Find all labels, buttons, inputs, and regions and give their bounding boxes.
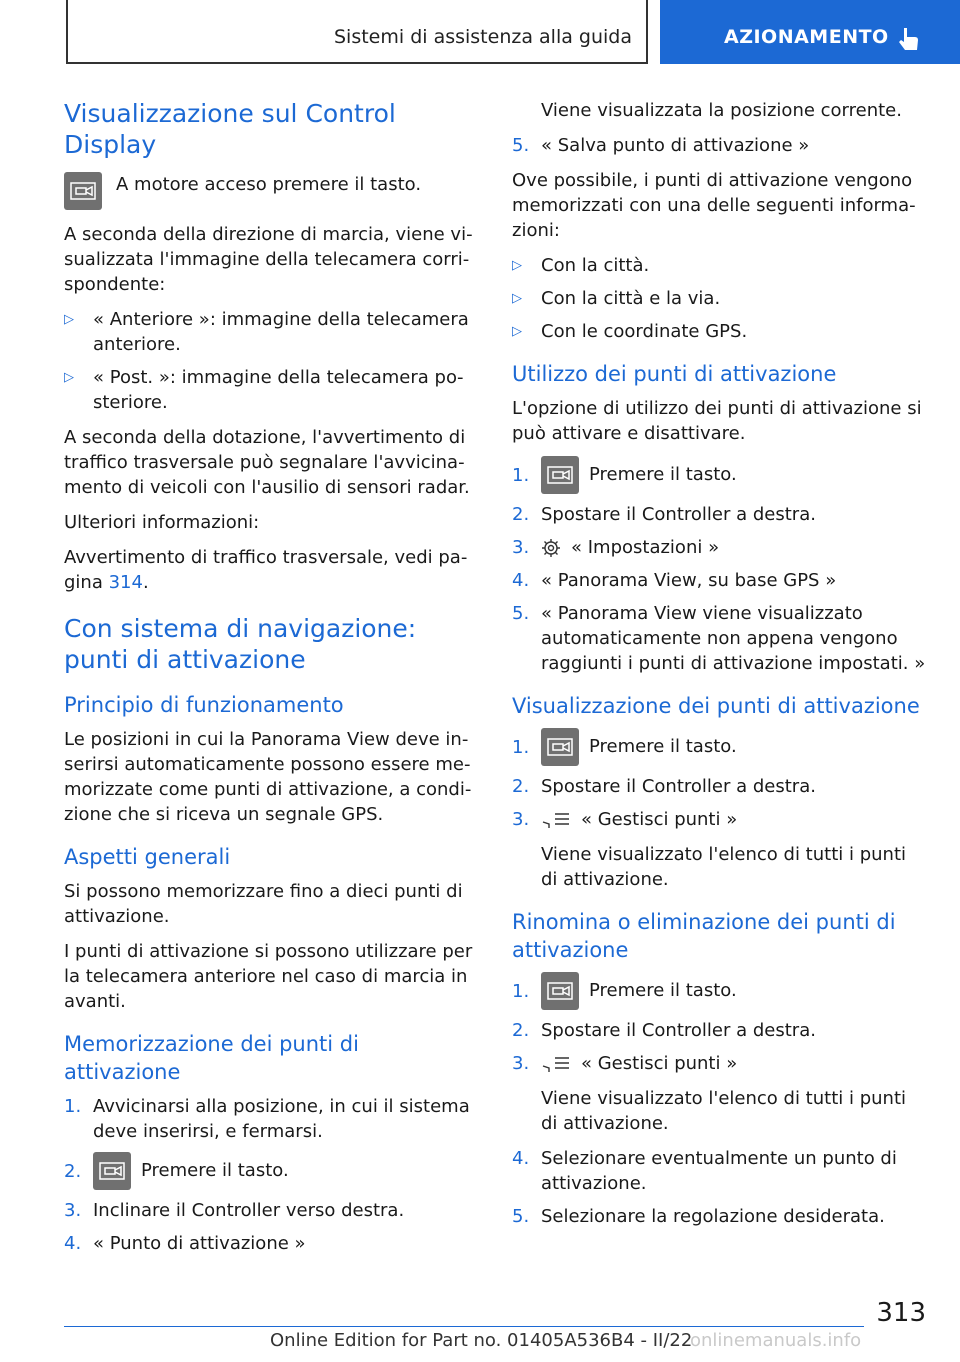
list-item: 3. Inclinare il Controller verso destra.: [64, 1200, 405, 1221]
rename-list-text: Viene visualizzato l'elenco di tutti i punti di attivazione.: [541, 1088, 907, 1134]
camera-button-icon: [541, 728, 579, 766]
show-list-text: Viene visualizzato l'elenco di tutti i punti di attivazione.: [541, 844, 907, 890]
heading-show-points: Visualizzazione dei punti di attivazione: [512, 694, 920, 718]
list-item: 2. Spostare il Controller a destra.: [512, 776, 816, 797]
list-item: 2. Premere il tasto.: [64, 1152, 474, 1190]
memorize-steps: [64, 1094, 474, 1256]
header-section-tab: [66, 0, 648, 64]
list-item: 4. « Panorama View, su base GPS »: [512, 570, 837, 591]
general-text-1: Si possono memorizzare fino a dieci punti di attivazione.: [64, 881, 463, 927]
list-item: 4. Selezionare eventualmente un punto di attivazione.: [512, 1148, 897, 1194]
list-item: 4. « Punto di attivazione »: [64, 1233, 306, 1254]
section-title: Sistemi di assistenza alla guida: [333, 26, 632, 48]
list-item: ▷ « Post. »: immagine della telecamera posteriore.: [64, 367, 464, 413]
show-steps: [512, 728, 926, 832]
manage-points-icon: [541, 810, 571, 830]
header-chapter-tab: [660, 0, 960, 64]
list-item: 5. « Salva punto di attivazione »: [512, 135, 810, 156]
manage-points-icon: [541, 1054, 571, 1074]
left-column: [64, 98, 474, 1266]
list-item: 3. « Impostazioni »: [512, 537, 720, 558]
list-item: 1. Premere il tasto.: [512, 456, 926, 494]
camera-view-list: [64, 307, 474, 415]
principle-text: Le posizioni in cui la Panorama View deve inserirsi automaticamente possono essere memorizzate come punti di attivazione, a condizione che si riceva un segnale GPS.: [64, 729, 472, 825]
gear-icon: [541, 538, 561, 558]
camera-button-icon: [93, 1152, 131, 1190]
rename-steps-cont: [512, 1146, 926, 1229]
list-item: ▷ Con la città.: [512, 255, 650, 276]
rename-steps: [512, 972, 926, 1076]
list-item: 1. Premere il tasto.: [512, 972, 926, 1010]
direction-text: A seconda della direzione di marcia, viene visualizzata l'immagine della telecamera corrispondente:: [64, 224, 473, 295]
heading-navigation-points: Con sistema di navigazione: punti di attivazione: [64, 614, 417, 674]
heading-principle: Principio di funzionamento: [64, 693, 344, 717]
page-link[interactable]: 314: [108, 572, 143, 593]
list-item: 3. « Gestisci punti »: [512, 809, 738, 830]
list-item: 2. Spostare il Controller a destra.: [512, 504, 816, 525]
storage-bullets: [512, 253, 926, 344]
save-step-list: [512, 133, 926, 158]
page-number: 313: [876, 1298, 926, 1328]
bullet-triangle-icon: ▷: [64, 370, 74, 385]
general-text-2: I punti di attivazione si possono utilizzare per la telecamera anteriore nel caso di marcia in avanti.: [64, 941, 473, 1012]
list-item: 5. « Panorama View viene visualizzato automaticamente non appena vengono raggiunti i punti di attivazione impostati. »: [512, 603, 926, 674]
storage-text: Ove possibile, i punti di attivazione vengono memorizzati con una delle seguenti informazioni:: [512, 170, 916, 241]
watermark: onlinemanuals.info: [690, 1330, 862, 1351]
list-item: ▷ Con la città e la via.: [512, 288, 721, 309]
list-item: ▷ « Anteriore »: immagine della telecamera anteriore.: [64, 309, 469, 355]
heading-use-points: Utilizzo dei punti di attivazione: [512, 362, 837, 386]
bullet-triangle-icon: ▷: [512, 291, 522, 306]
list-item: ▷ Con le coordinate GPS.: [512, 321, 748, 342]
bullet-triangle-icon: ▷: [512, 324, 522, 339]
list-item: 1. Avvicinarsi alla posizione, in cui il sistema deve inserirsi, e fermarsi.: [64, 1096, 470, 1142]
cross-traffic-reference: Avvertimento di traffico trasversale, vedi pagina 314.: [64, 547, 468, 593]
heading-control-display: Visualizzazione sul Control Display: [64, 99, 396, 159]
camera-button-icon: [541, 972, 579, 1010]
equipment-text: A seconda della dotazione, l'avvertimento di traffico trasversale può segnalare l'avvicinamento di veicoli con l'ausilio di sensori radar.: [64, 427, 470, 498]
use-steps: [512, 456, 926, 676]
bullet-triangle-icon: ▷: [64, 312, 74, 327]
heading-rename-points: Rinomina o eliminazione dei punti di attivazione: [512, 910, 896, 962]
more-info-text: Ulteriori informazioni:: [64, 512, 260, 533]
chapter-title: AZIONAMENTO: [724, 26, 889, 48]
list-item: 5. Selezionare la regolazione desiderata.: [512, 1206, 885, 1227]
edition-text: Online Edition for Part no. 01405A536B4 - II/22: [270, 1330, 693, 1351]
camera-button-icon: [541, 456, 579, 494]
engine-on-row: [64, 172, 474, 210]
footer-divider: [64, 1326, 864, 1327]
pointing-hand-icon: [896, 26, 920, 52]
list-item: 2. Spostare il Controller a destra.: [512, 1020, 816, 1041]
bullet-triangle-icon: ▷: [512, 258, 522, 273]
list-item: 3. « Gestisci punti »: [512, 1053, 738, 1074]
heading-memorize: Memorizzazione dei punti di attivazione: [64, 1032, 359, 1084]
engine-on-text: A motore acceso premere il tasto.: [116, 174, 422, 195]
right-column: [512, 98, 926, 1239]
camera-button-icon: [64, 172, 102, 210]
current-position-text: Viene visualizzata la posizione corrente.: [541, 100, 902, 121]
use-text: L'opzione di utilizzo dei punti di attivazione si può attivare e disattivare.: [512, 398, 922, 444]
list-item: 1. Premere il tasto.: [512, 728, 926, 766]
heading-general: Aspetti generali: [64, 845, 231, 869]
